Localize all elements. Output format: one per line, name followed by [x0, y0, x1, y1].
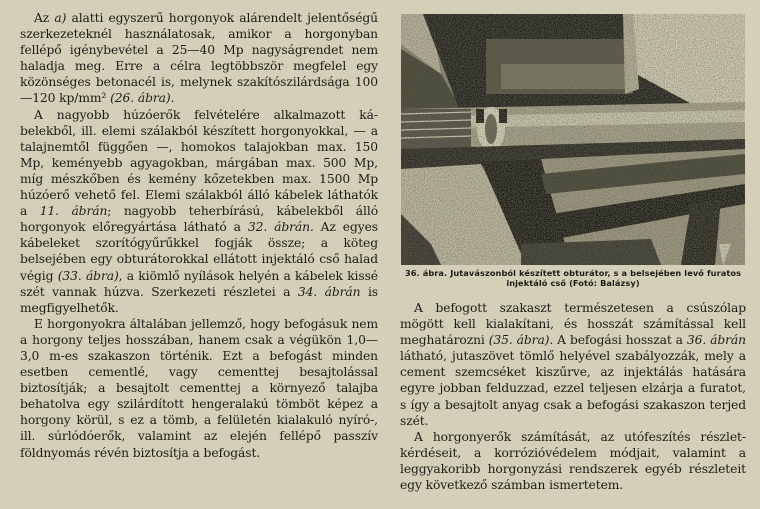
caption-line-1: 36. ábra. Jutavászonból készített obturátor, s a belsejében levő furatos [404, 268, 742, 278]
figure-reference: 32. ábrán [247, 220, 310, 235]
text-run: ; nagyobb teherbírású, kábelekből álló horgonyok előregyártása látható a [20, 204, 379, 235]
paragraph-anchor-fixing [20, 316, 378, 461]
figure-reference: (33. ábra) [57, 268, 119, 283]
text-run: is megfigyelhetők. [20, 284, 378, 315]
paragraph-fixing-length [400, 300, 746, 429]
text-run: A befogott szakaszt természetesen a csúszólap mögött kell kialakítani, és hosszát számítással kell meghatározni [400, 301, 746, 348]
figure-reference: (26. ábra) [110, 91, 171, 106]
figure-reference: a) [54, 11, 67, 25]
text-run: látható, jutaszövet tömlő helyével szabályozzák, mely a cement szemcséket kiszűrve, az injektálás hatására egyre jobban felduzzad, ezzel teljesen elzárja a furatot, s így a besajtolt anyag csak a befogási szakaszon terjed szét. [400, 349, 746, 428]
figure-reference: 34. ábrán [297, 284, 361, 299]
figure-reference: 11. ábrán [39, 204, 108, 219]
paragraph-next-issue [400, 429, 746, 493]
text-run: alatti egyszerű horgonyok alárendelt jelentőségű szerkezeteknél használatosak, amikor a horgonyban fellépő igénybevétel a 25—40 Mp nagyságrendet nem haladja meg. Erre a célra legtöbbször megfelel egy közönséges betonacél is, melynek szakítószilárdsága 100—120 kp/mm² [20, 11, 378, 106]
figure-reference: 36. ábrán [686, 333, 746, 348]
obturator-photo-image [401, 14, 745, 265]
text-run: E horgonyokra általában jellemző, hogy befogásuk nem a horgony teljes hosszában, hanem csak a végükön 1,0—3,0 m-es szakaszon történik. Ezt a befogást minden esetben cementlé, vagy cementtej besajtolással biztosítják; a besajtolt cementtej a környező talajba behatolva egy szilárdított hengeralakú tömböt képez a horgony körül, s ez a tömb, a felületén kialakuló nyíró-, ill. súrlódóerők, valamint az elején fellépő passzív földnyomás révén biztosítja a befogást. [20, 316, 378, 460]
paragraph-simple-anchors [20, 10, 378, 107]
text-run: , a kiömlő nyílások helyén a kábelek kissé szét vannak húzva. Szerkezeti részletei a [20, 268, 378, 299]
text-run: A horgonyerők számítását, az utófeszítés részletkérdéseit, a korrózióvédelem módjait, valamint a leggyakoribb horgonyzási rendszerek egyéb részleteit egy következő számban ismertetem. [400, 429, 746, 493]
figure-36-caption [398, 268, 748, 288]
caption-line-2: injektáló cső (Fotó: Balázsy) [506, 278, 640, 288]
left-text-column [20, 10, 378, 461]
text-run: . Az egyes kábeleket szorítógyűrűkkel fogják össze; a köteg belsejében egy obturátorokkal ellátott injektáló cső halad végig [20, 220, 378, 283]
text-run: . [170, 91, 175, 106]
figure-36-photo [401, 14, 745, 265]
text-run: A nagyobb húzóerők felvételére alkalmazott kábelekből, ill. elemi szálakból készített horgonyokkal, — a talajnemtől függően —, homokos talajokban max. 150 Mp, keményebb agyagokban, márgában max. 500 Mp, míg mészkőben és kemény kőzetekben max. 1500 Mp húzóerő vehető fel. Elemi szálakból álló kábelek láthatók a [20, 107, 378, 219]
text-run: . A befogási hosszat a [549, 333, 687, 348]
figure-reference: (35. ábra) [488, 333, 550, 348]
paragraph-cable-anchors [20, 107, 378, 316]
right-text-block [400, 300, 746, 493]
text-run: Az [34, 11, 55, 25]
